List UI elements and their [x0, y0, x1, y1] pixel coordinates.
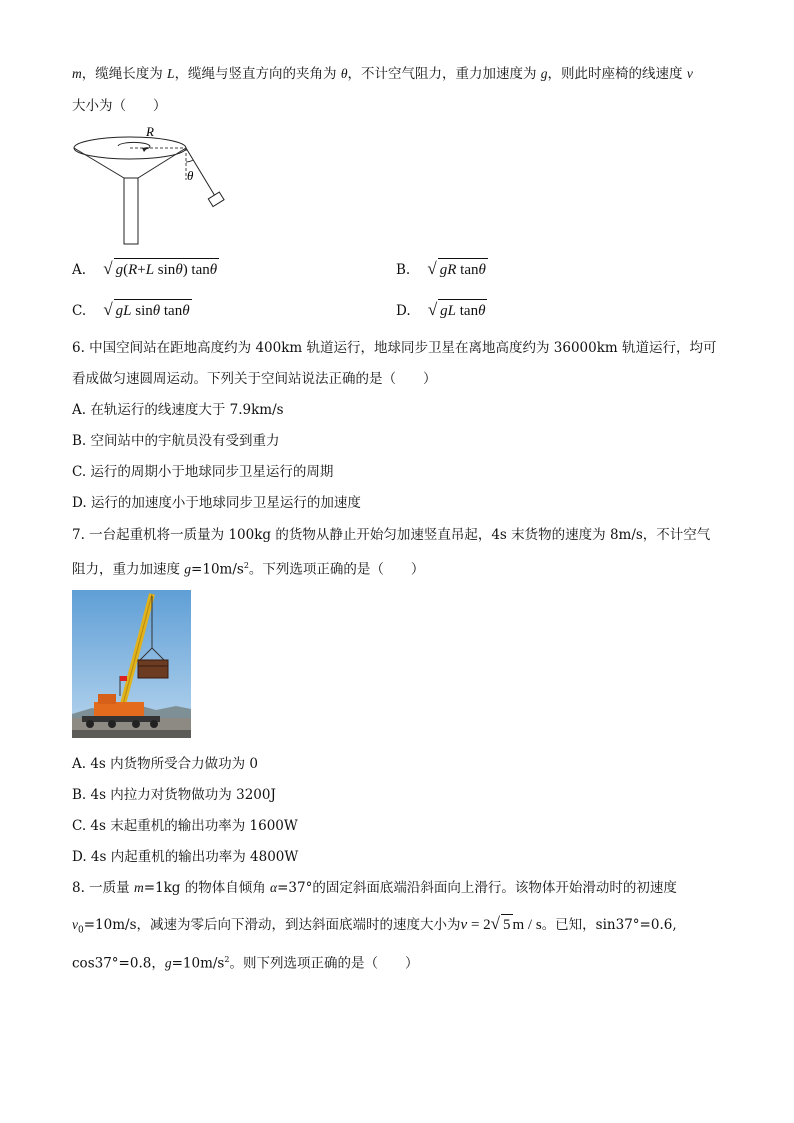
q5-stem-line2: 大小为（ ） — [72, 98, 167, 114]
q6-option-b[interactable]: B. 空间站中的宇航员没有受到重力 — [72, 433, 280, 449]
q5-option-b[interactable]: B. √ gR tanθ — [396, 258, 488, 281]
q6-stem-line2: 看成做匀速圆周运动。下列关于空间站说法正确的是（ ） — [72, 371, 437, 387]
q8-velocity-expr: v = 2√ 5 m / s — [460, 914, 542, 933]
q5-swing-figure — [70, 122, 240, 246]
q7-option-c[interactable]: C. 4s 末起重机的输出功率为 1600W — [72, 818, 298, 834]
q5-option-a-expr: √ g(R+L sinθ) tanθ — [103, 262, 219, 278]
seat — [208, 192, 224, 207]
q7-option-b[interactable]: B. 4s 内拉力对货物做功为 3200J — [72, 787, 276, 803]
angle-arc — [186, 160, 193, 162]
funnel-left-side — [74, 148, 124, 178]
funnel-right-side — [138, 148, 186, 178]
q6-option-c[interactable]: C. 运行的周期小于地球同步卫星运行的周期 — [72, 464, 334, 480]
q7-stem-line2: 阻力，重力加速度 $g=10m/s^2$。下列选项正确的是（ ） — [72, 561, 425, 578]
q7-crane-photo — [72, 590, 191, 738]
q5-option-c-expr: √ gL sinθ tanθ — [103, 303, 191, 319]
q5-option-a[interactable]: A. √ g(R+L sinθ) tanθ — [72, 258, 219, 281]
q5-option-d[interactable]: D. √ gL tanθ — [396, 299, 487, 322]
support-pole — [124, 178, 138, 244]
q7-option-a[interactable]: A. 4s 内货物所受合力做功为 0 — [72, 756, 259, 772]
q7-option-d[interactable]: D. 4s 内起重机的输出功率为 4800W — [72, 849, 299, 865]
q7-stem-line1: 7. 一台起重机将一质量为 100kg 的货物从静止开始匀加速竖直吊起，4s 末货物的速度为 8m/s，不计空气 — [72, 527, 711, 543]
q6-option-d[interactable]: D. 运行的加速度小于地球同步卫星运行的加速度 — [72, 495, 361, 511]
cargo-box — [138, 660, 168, 678]
q8-stem-line3: cos37°=0.8，$g=10m/s^2$。则下列选项正确的是（ ） — [72, 955, 419, 972]
q5-var-m: m — [72, 66, 82, 81]
label-theta: θ — [187, 168, 194, 183]
q8-stem-line2: $v_0=10m/s$，减速为零后向下滑动，到达斜面底端时的速度大小为v = 2√ 5 m / s。已知，sin37°=0.6, — [72, 914, 677, 936]
q5-option-c[interactable]: C. √ gL sinθ tanθ — [72, 299, 192, 322]
label-R: R — [146, 124, 154, 139]
q5-stem-line1: m，缆绳长度为 L，缆绳与竖直方向的夹角为 θ，不计空气阻力，重力加速度为 g，则此时座椅的线速度 v — [72, 66, 693, 82]
q5-option-b-expr: √ gR tanθ — [427, 262, 487, 278]
q8-stem-line1: 8. 一质量 m=1kg 的物体自倾角 α=37°的固定斜面底端沿斜面向上滑行。该物体开始滑动时的初速度 — [72, 880, 677, 896]
q6-option-a[interactable]: A. 在轨运行的线速度大于 7.9km/s — [72, 402, 284, 418]
q6-stem-line1: 6. 中国空间站在距地高度约为 400km 轨道运行，地球同步卫星在离地高度约为 36000km 轨道运行，均可 — [72, 340, 717, 356]
q5-option-d-expr: √ gL tanθ — [428, 303, 488, 319]
